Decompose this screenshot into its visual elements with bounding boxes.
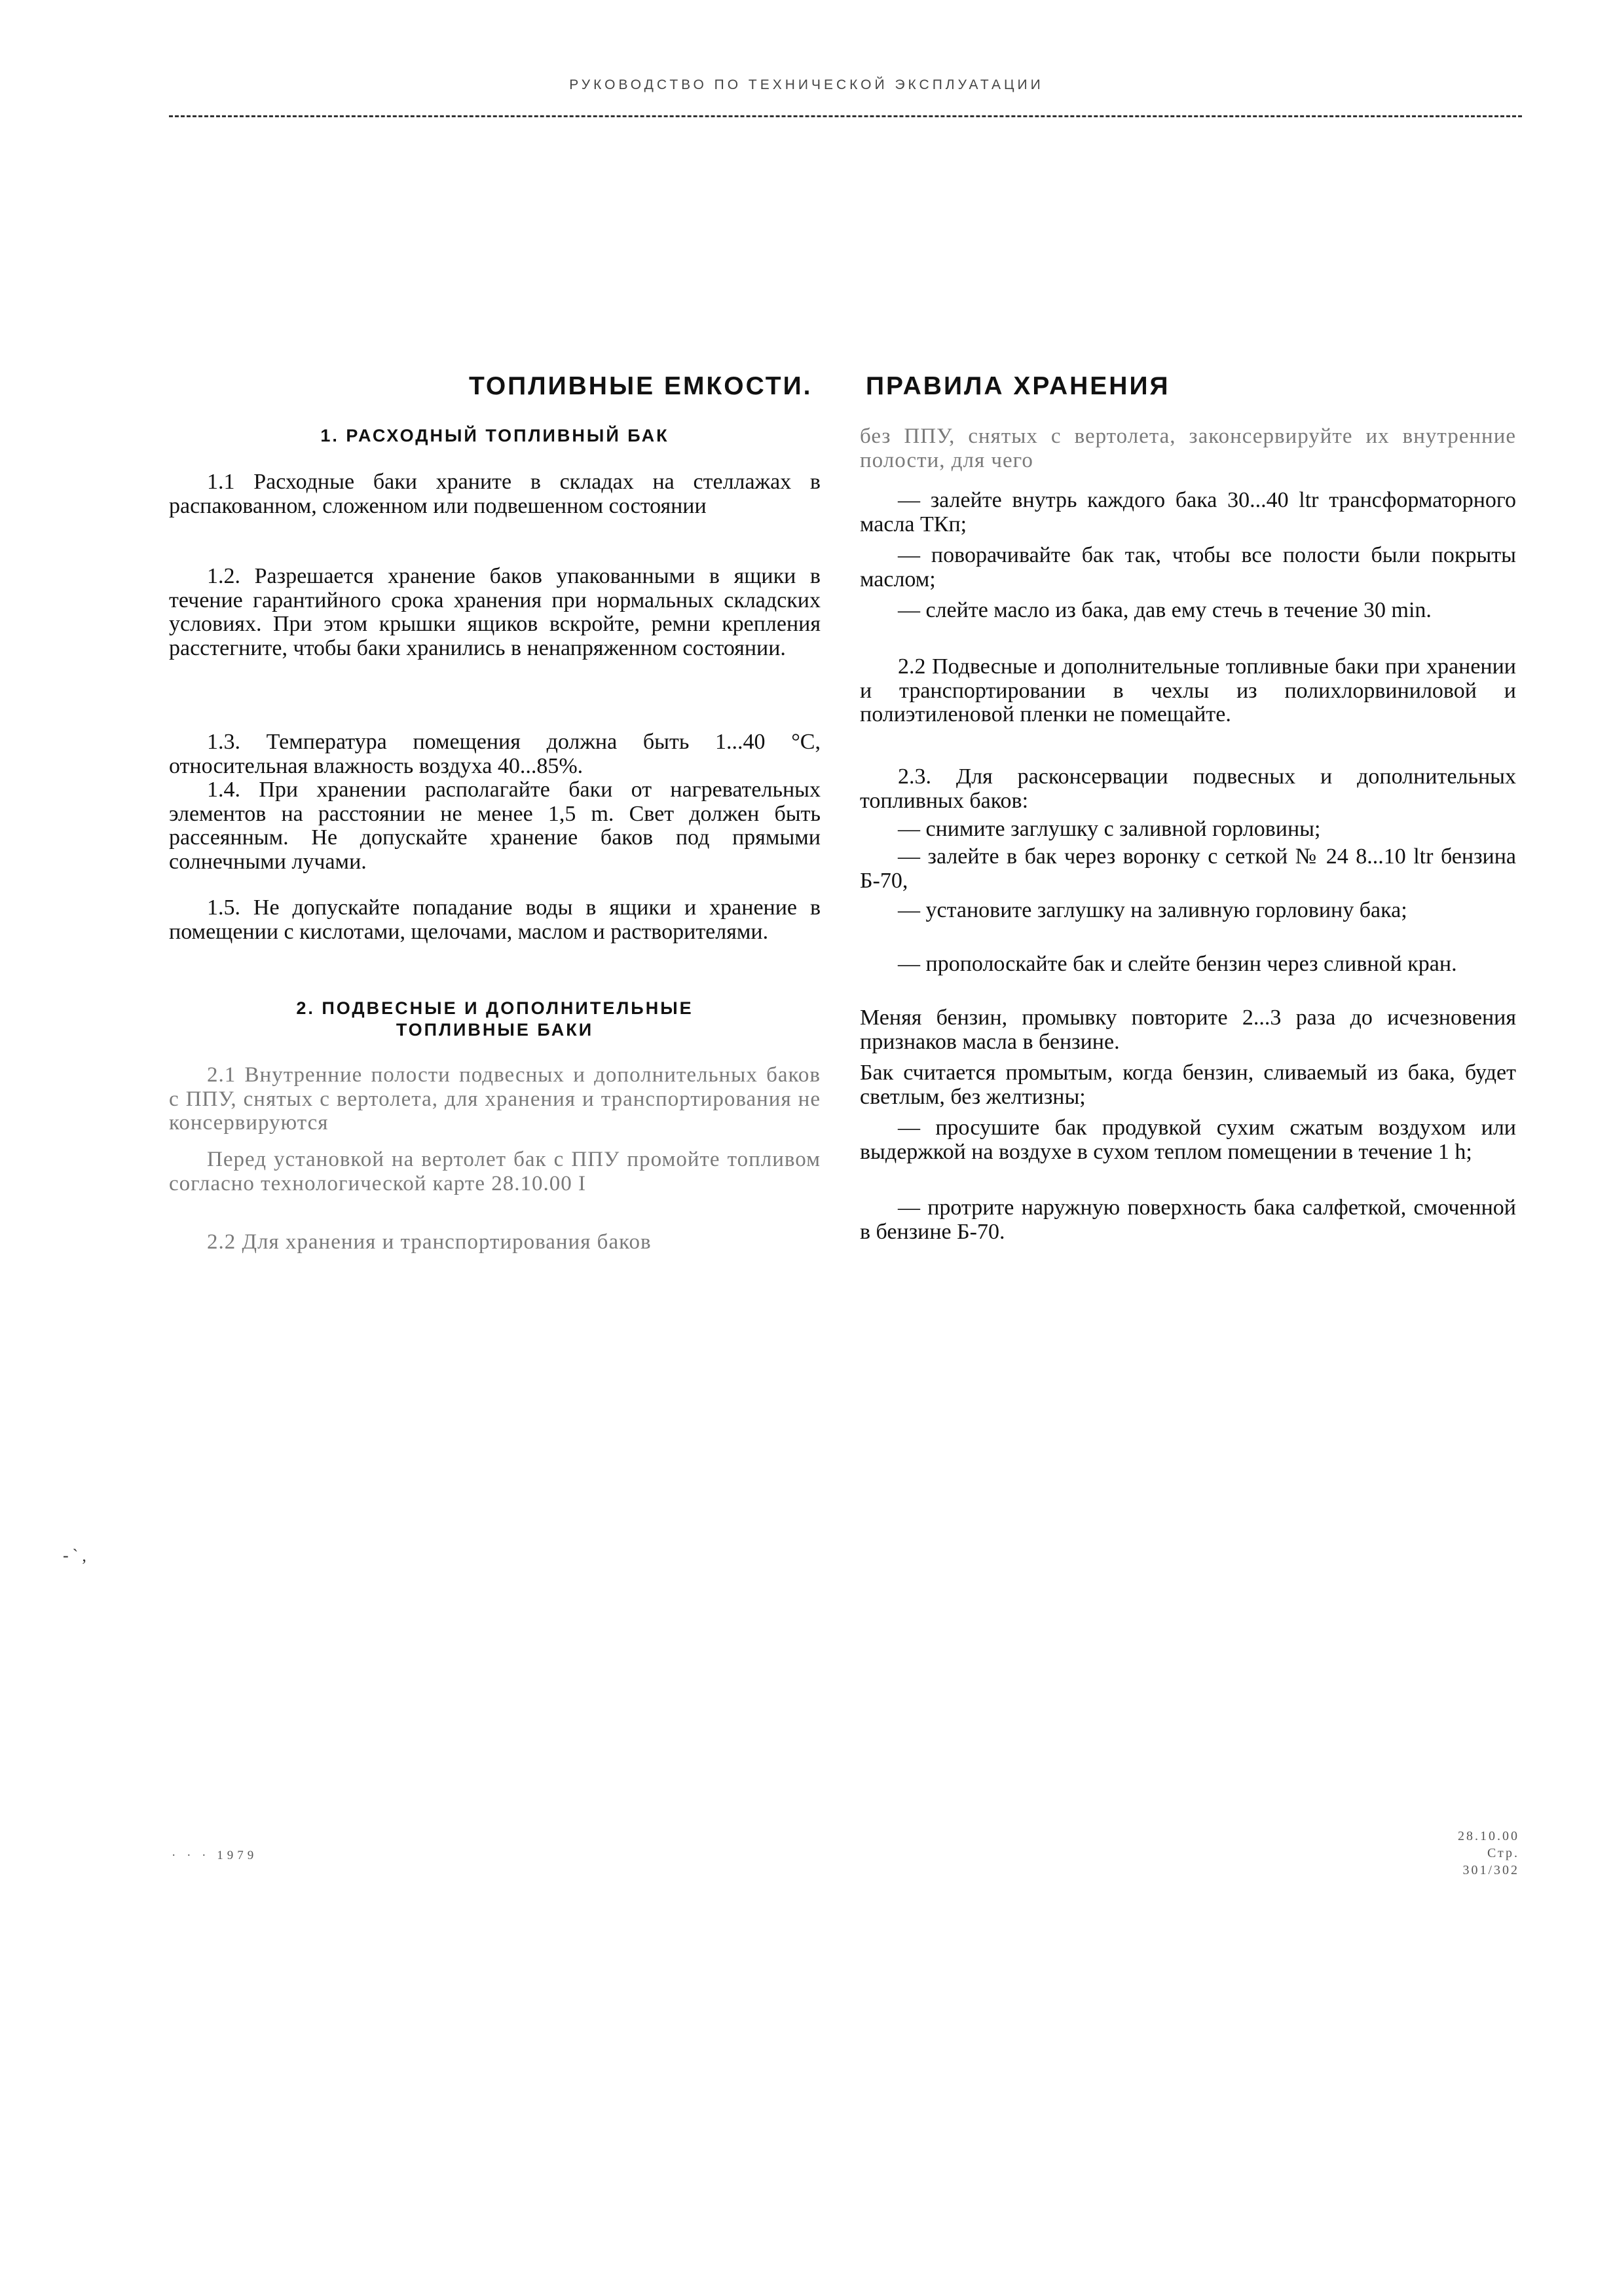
instruction-drain-oil: — слейте масло из бака, дав ему стечь в течение 30 min. <box>898 598 1432 622</box>
paragraph-1-2: 1.2. Разрешается хранение баков упакованными в ящики в течение гарантийного срока хранения при нормальных складских условиях. При этом крышки ящиков вскройте, ремни крепления расстегните, чтобы баки хранились в ненапряженном состоянии. <box>169 564 821 660</box>
section-2-heading-line-1: 2. ПОДВЕСНЫЕ И ДОПОЛНИТЕЛЬНЫЕ <box>296 998 694 1018</box>
instruction-rinse-tank: — прополоскайте бак и слейте бензин через сливной кран. <box>898 952 1457 976</box>
footer-left: · · · 1979 <box>172 1849 258 1862</box>
instruction-dry-tank: — просушите бак продувкой сухим сжатым воздухом или выдержкой на воздухе в сухом теплом помещении в течение 1 h; <box>860 1116 1516 1164</box>
page-title-right: ПРАВИЛА ХРАНЕНИЯ <box>866 372 1170 400</box>
paragraph-2-1: 2.1 Внутренние полости подвесных и дополнительных баков с ППУ, снятых с вертолета, для хранения и транспортирования не консервируются <box>169 1063 821 1135</box>
paragraph-2-2-continued: без ППУ, снятых с вертолета, законсервируйте их внутренние полости, для чего <box>860 424 1516 472</box>
instruction-fill-gasoline: — залейте в бак через воронку с сеткой № 24 8...10 ltr бензина Б-70, <box>860 844 1516 893</box>
paragraph-2-2-start: 2.2 Для хранения и транспортирования баков <box>207 1230 652 1254</box>
paragraph-1-5: 1.5. Не допускайте попадание воды в ящики и хранение в помещении с кислотами, щелочами, маслом и растворителями. <box>169 895 821 944</box>
page-title-left: ТОПЛИВНЫЕ ЕМКОСТИ. <box>469 372 813 400</box>
instruction-wipe-tank: — протрите наружную поверхность бака салфеткой, смоченной в бензине Б-70. <box>860 1195 1516 1244</box>
paragraph-2-3: 2.3. Для расконсервации подвесных и дополнительных топливных баков: <box>860 764 1516 813</box>
section-2-heading-line-2: ТОПЛИВНЫЕ БАКИ <box>396 1020 594 1040</box>
paragraph-2-2-covers: 2.2 Подвесные и дополнительные топливные баки при хранении и транспортировании в чехлы из полихлорвиниловой и полиэтиленовой пленки не помещайте. <box>860 654 1516 726</box>
paragraph-repeat-rinse: Меняя бензин, промывку повторите 2...3 раза до исчезновения признаков масла в бензине. <box>860 1006 1516 1054</box>
instruction-install-plug: — установите заглушку на заливную горловину бака; <box>898 898 1407 922</box>
paragraph-1-4: 1.4. При хранении располагайте баки от нагревательных элементов на расстоянии не менее 1,5 m. Свет должен быть рассеянным. Не допускайте хранение баков под прямыми солнечными лучами. <box>169 778 821 874</box>
section-1-heading: 1. РАСХОДНЫЙ ТОПЛИВНЫЙ БАК <box>320 426 669 445</box>
paragraph-tank-clean: Бак считается промытым, когда бензин, сливаемый из бака, будет светлым, без желтизны; <box>860 1061 1516 1109</box>
paragraph-2-1-install: Перед установкой на вертолет бак с ППУ промойте топливом согласно технологической карте 28.10.00 I <box>169 1148 821 1195</box>
margin-mark: -`, <box>63 1546 90 1565</box>
footer-document-number: 28.10.00 <box>1458 1829 1519 1843</box>
instruction-remove-plug: — снимите заглушку с заливной горловины; <box>898 817 1321 841</box>
running-header: РУКОВОДСТВО ПО ТЕХНИЧЕСКОЙ ЭКСПЛУАТАЦИИ <box>569 77 1044 92</box>
footer-right <box>1428 1828 1519 1879</box>
paragraph-1-1: 1.1 Расходные баки храните в складах на стеллажах в распакованном, сложенном или подвешенном состоянии <box>169 470 821 518</box>
instruction-fill-oil: — залейте внутрь каждого бака 30...40 ltr трансформаторного масла ТКп; <box>860 488 1516 536</box>
header-rule <box>169 115 1522 117</box>
instruction-rotate-tank: — поворачивайте бак так, чтобы все полости были покрыты маслом; <box>860 543 1516 592</box>
footer-page-number: Стр. 301/302 <box>1462 1846 1519 1877</box>
paragraph-1-3: 1.3. Температура помещения должна быть 1...40 °С, относительная влажность воздуха 40...85%. <box>169 730 821 778</box>
